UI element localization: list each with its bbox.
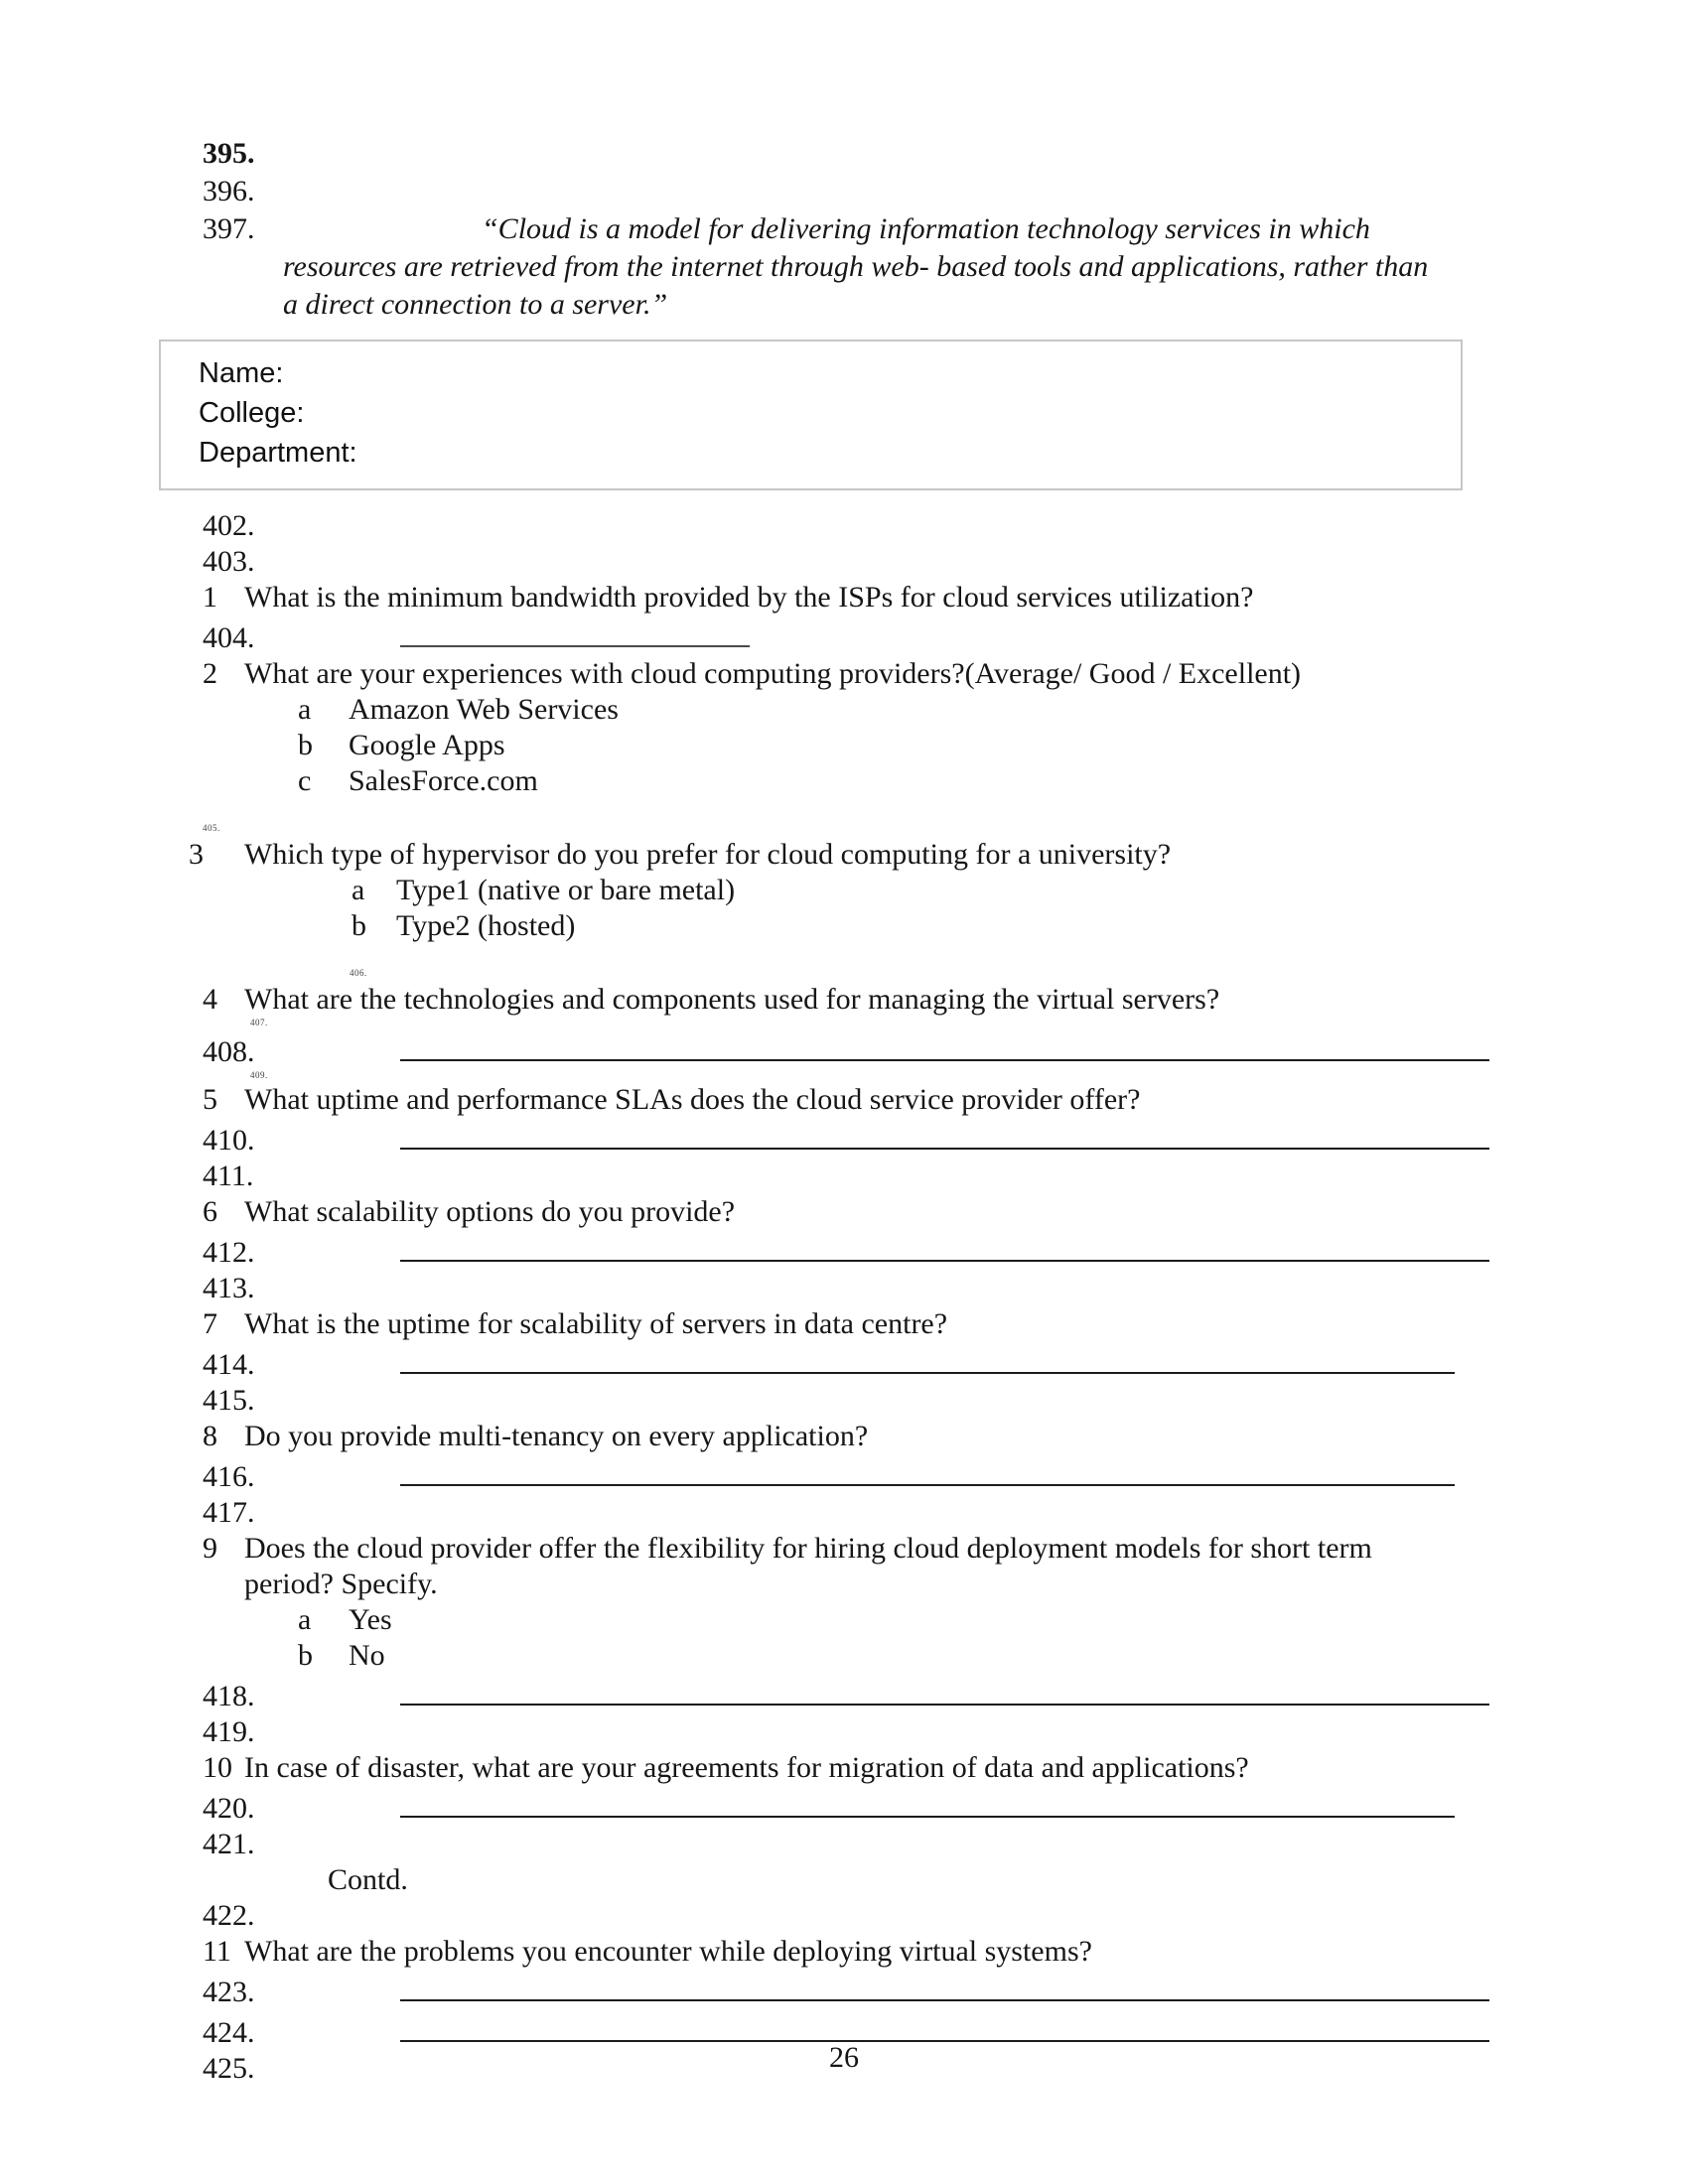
question-text: What are your experiences with cloud computing providers?(Average/ Good / Excellent) <box>244 657 1302 690</box>
answer-line <box>400 2010 1489 2042</box>
department-label: Department: <box>199 437 357 469</box>
question-row <box>203 656 1489 692</box>
option-letter: b <box>298 729 313 761</box>
quote-text: “Cloud is a model for delivering information technology services in which <box>482 212 1370 245</box>
question-number: 9 <box>203 1532 217 1565</box>
question-text: What is the minimum bandwidth provided by the ISPs for cloud services utilization? <box>244 581 1254 614</box>
list-number: 420. <box>203 1792 255 1825</box>
option-text: SalesForce.com <box>349 764 538 797</box>
page-number: 26 <box>829 2041 859 2074</box>
question-text: Do you provide multi-tenancy on every application? <box>244 1420 869 1452</box>
answer-line <box>400 1029 1489 1061</box>
list-number: 418. <box>203 1680 255 1712</box>
answer-blank-row <box>203 1454 1489 1495</box>
option-text: Amazon Web Services <box>349 693 619 726</box>
answer-blank-row <box>203 1029 1489 1070</box>
list-number: 414. <box>203 1348 255 1381</box>
answer-blank-row <box>203 615 1489 656</box>
question-number: 6 <box>203 1195 217 1228</box>
question-row <box>203 1531 1489 1567</box>
question-number: 7 <box>203 1307 217 1340</box>
list-number: 410. <box>203 1124 255 1157</box>
question-row <box>203 1082 1489 1118</box>
question-number: 8 <box>203 1420 217 1452</box>
list-number: 425. <box>203 2052 255 2085</box>
answer-blank-row <box>203 1118 1489 1159</box>
option-letter: b <box>352 909 366 942</box>
option-letter: b <box>298 1639 313 1672</box>
option-text: No <box>349 1639 385 1672</box>
question-text: What are the problems you encounter while deploying virtual systems? <box>244 1935 1092 1968</box>
option-letter: c <box>298 764 312 797</box>
question-text: What is the uptime for scalability of servers in data centre? <box>244 1307 948 1340</box>
option-row <box>203 1602 1489 1638</box>
list-number: 397. <box>203 212 255 245</box>
answer-blank-row <box>203 1230 1489 1271</box>
option-row <box>203 728 1489 763</box>
list-number: 404. <box>203 621 255 654</box>
option-letter: a <box>298 1603 312 1636</box>
option-row <box>203 1638 1489 1674</box>
question-row <box>203 1194 1489 1230</box>
question-text: What are the technologies and components used for managing the virtual servers? <box>244 983 1220 1016</box>
option-text: Type2 (hosted) <box>396 909 576 942</box>
list-number: 419. <box>203 1715 255 1748</box>
contd-label: Contd. <box>328 1863 408 1896</box>
question-number: 3 <box>189 838 204 871</box>
question-row <box>189 837 1489 873</box>
question-number: 2 <box>203 657 217 690</box>
question-number: 1 <box>203 581 217 614</box>
answer-line <box>400 615 750 647</box>
option-row <box>203 873 1489 908</box>
question-number: 10 <box>203 1751 232 1784</box>
quote-text: a direct connection to a server.” <box>283 288 668 321</box>
option-text: Type1 (native or bare metal) <box>396 874 736 906</box>
tiny-list-number: 406. <box>350 968 367 978</box>
option-text: Google Apps <box>349 729 505 761</box>
question-row <box>203 1306 1489 1342</box>
tiny-list-number: 405. <box>203 823 220 833</box>
list-number: 416. <box>203 1460 255 1493</box>
question-text-continued: period? Specify. <box>244 1568 438 1600</box>
answer-line <box>400 1118 1489 1150</box>
answer-blank-row <box>203 1342 1489 1383</box>
list-number: 411. <box>203 1160 254 1192</box>
question-text: What uptime and performance SLAs does the cloud service provider offer? <box>244 1083 1141 1116</box>
question-row <box>203 1750 1489 1786</box>
quote-text: resources are retrieved from the internet through web- based tools and applications, rather than <box>283 250 1429 283</box>
answer-line <box>400 1230 1489 1262</box>
list-number: 408. <box>203 1035 255 1068</box>
tiny-list-number: 407. <box>250 1018 268 1027</box>
answer-line <box>400 1342 1455 1374</box>
question-text: Which type of hypervisor do you prefer for cloud computing for a university? <box>244 838 1172 871</box>
answer-line <box>400 1786 1455 1818</box>
list-number: 421. <box>203 1828 255 1860</box>
quote-first-line <box>203 210 1489 248</box>
list-number: 422. <box>203 1899 255 1932</box>
question-row <box>203 1934 1489 1970</box>
question-number: 5 <box>203 1083 217 1116</box>
question-text: In case of disaster, what are your agreements for migration of data and applications? <box>244 1751 1249 1784</box>
list-number: 403. <box>203 545 255 578</box>
tiny-list-number: 409. <box>250 1070 268 1080</box>
question-text: Does the cloud provider offer the flexibility for hiring cloud deployment models for short term <box>244 1532 1372 1565</box>
list-number: 412. <box>203 1236 255 1269</box>
answer-blank-row <box>203 1970 1489 2010</box>
answer-blank-row <box>203 1786 1489 1827</box>
option-letter: a <box>298 693 312 726</box>
list-number: 402. <box>203 509 255 542</box>
list-number: 417. <box>203 1496 255 1529</box>
question-row <box>203 1419 1489 1454</box>
option-row <box>203 692 1489 728</box>
question-row <box>203 982 1489 1018</box>
question-number: 4 <box>203 983 217 1016</box>
list-number: 423. <box>203 1976 255 2008</box>
list-number: 415. <box>203 1384 255 1417</box>
answer-blank-row <box>203 1674 1489 1714</box>
page-header-list <box>203 135 1489 324</box>
list-number: 396. <box>203 175 255 207</box>
question-number: 11 <box>203 1935 231 1968</box>
option-row <box>203 763 1489 799</box>
option-row <box>203 908 1489 944</box>
college-label: College: <box>199 397 305 429</box>
answer-line <box>400 1970 1489 2001</box>
list-number: 424. <box>203 2016 255 2049</box>
answer-line <box>400 1454 1455 1486</box>
list-number: 413. <box>203 1272 255 1304</box>
questionnaire-body <box>189 508 1489 2087</box>
list-number: 395. <box>203 137 255 170</box>
question-text: What scalability options do you provide? <box>244 1195 736 1228</box>
answer-line <box>400 1674 1489 1706</box>
question-row <box>203 580 1489 615</box>
respondent-info-box <box>159 340 1463 490</box>
option-text: Yes <box>349 1603 392 1636</box>
name-label: Name: <box>199 357 284 389</box>
option-letter: a <box>352 874 365 906</box>
